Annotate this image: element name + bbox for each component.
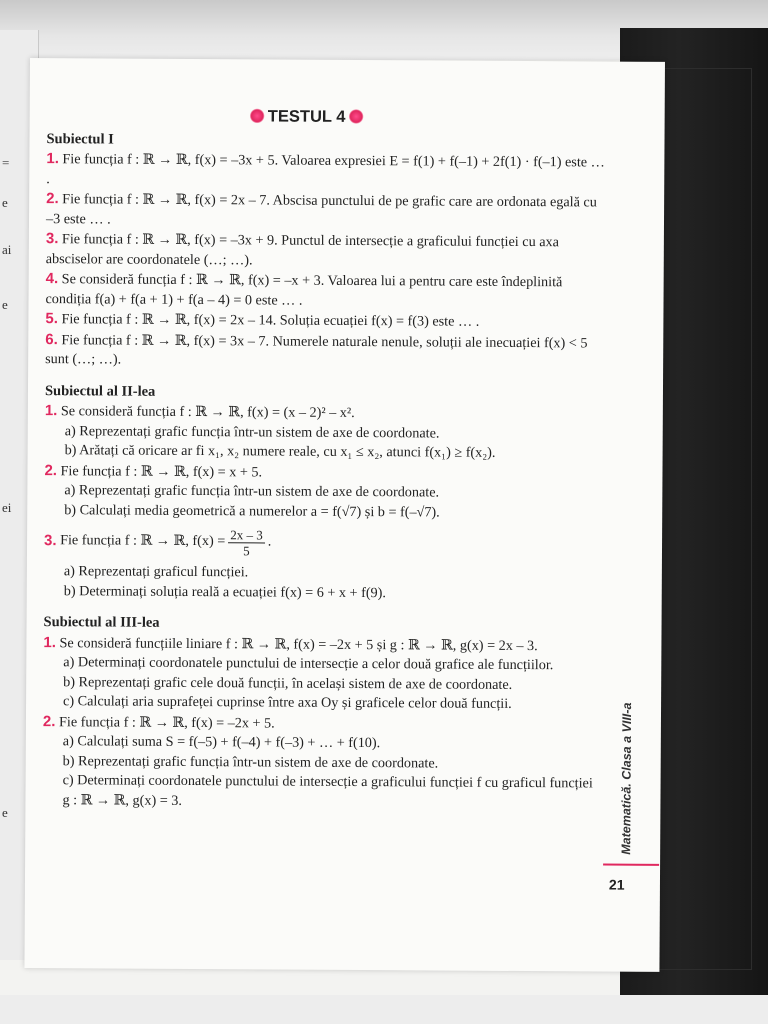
exercise-text: Fie funcția f : ℝ → ℝ, f(x) = 3x – 7. Numerele naturale nenule, soluții ale inecuației f(x) < 5 sunt (…; …). [45, 331, 588, 368]
subpoint: b) Calculați media geometrică a numerelor a = f(√7) și b = f(–√7). [64, 501, 440, 521]
exercise-text: Se consideră funcția f : ℝ → ℝ, f(x) = (x – 2)² – x². [60, 403, 355, 421]
exercise-text: Fie funcția f : ℝ → ℝ, f(x) = –2x + 5. [58, 713, 275, 732]
exercise-item [46, 189, 606, 232]
subpoint: b) Reprezentați grafic funcția într-un sistem de axe de coordonate. [62, 752, 439, 772]
exercise-number: 6. [45, 330, 58, 348]
exercise-number: 1. [46, 150, 59, 168]
section-heading: Subiectul al II-lea [44, 382, 156, 400]
page-number: 21 [608, 876, 625, 893]
edge-fragment: e [2, 805, 8, 820]
exercise-item [45, 269, 605, 312]
flower-icon [250, 108, 265, 123]
fraction [228, 527, 265, 558]
fraction-denominator: 5 [243, 542, 250, 558]
exercise-text: Fie funcția f : ℝ → ℝ, f(x) = [60, 532, 226, 550]
exercise-number: 4. [45, 270, 59, 288]
edge-fragment: = [2, 155, 10, 170]
section-heading: Subiectul I [46, 130, 114, 148]
exercise-number: 2. [42, 712, 56, 730]
exercise-item [46, 229, 606, 272]
exercise-item [45, 330, 605, 373]
exercise-item [45, 401, 605, 425]
edge-fragment: ai [2, 242, 12, 257]
exercise-text: Fie funcția f : ℝ → ℝ, f(x) = 2x – 7. Abscisa punctului de pe grafic care are ordonata egală cu –3 este … . [45, 191, 597, 227]
exercise-item [45, 309, 605, 333]
background-bottom [0, 995, 768, 1024]
exercise-number: 1. [43, 633, 56, 651]
exercise-text: Fie funcția f : ℝ → ℝ, f(x) = 2x – 14. Soluția ecuației f(x) = f(3) este … . [61, 311, 480, 330]
exercise-item [46, 149, 606, 192]
exercise-number: 1. [44, 402, 58, 420]
edge-fragment: ei [2, 500, 12, 515]
exercise-number: 2. [44, 461, 58, 479]
side-rule [603, 864, 659, 866]
subpoint: a) Reprezentați grafic funcția într-un sistem de axe de coordonate. [64, 482, 440, 501]
exercise-text: Fie funcția f : ℝ → ℝ, f(x) = x + 5. [60, 462, 263, 480]
subpoint: c) Calculați aria suprafeței cuprinse între axa Oy și graficele celor două funcții. [63, 693, 512, 712]
book-page [24, 58, 665, 972]
flower-icon [348, 109, 363, 124]
page-title: TESTUL 4 [27, 106, 587, 129]
exercise-number: 3. [43, 532, 57, 550]
section-heading: Subiectul al III-lea [43, 614, 160, 631]
subpoint: b) Reprezentați grafic cele două funcții, în același sistem de axe de coordonate. [63, 673, 513, 693]
exercise-number: 2. [46, 190, 59, 208]
exercise-text: Se consideră funcția f : ℝ → ℝ, f(x) = –x + 3. Valoarea lui a pentru care este îndeplinită condiția f(a) + f(a + 1) + f(a – 4) = 0 este … . [45, 271, 563, 309]
exercise-number: 3. [45, 230, 59, 248]
subpoint: a) Reprezentați grafic funcția într-un sistem de axe de coordonate. [64, 422, 440, 442]
subpoint: a) Reprezentați graficul funcției. [63, 563, 249, 581]
exercise-text-end: . [267, 533, 272, 550]
edge-fragment: e [2, 195, 8, 210]
subpoint: c) Determinați coordonatele punctului de intersecție a graficului funcției f cu graficul funcției g : ℝ → ℝ, g(x) = 3. [62, 772, 593, 809]
subpoint: a) Calculați suma S = f(–5) + f(–4) + f(–3) + … + f(10). [62, 733, 381, 752]
exercise-item [44, 520, 604, 565]
subpoint: a) Determinați coordonatele punctului de intersecție a celor două grafice ale funcțiilor. [63, 654, 554, 674]
exercise-text: Se consideră funcțiile liniare f : ℝ → ℝ, f(x) = –2x + 5 și g : ℝ → ℝ, g(x) = 2x – 3. [59, 634, 538, 654]
exercise-number: 5. [45, 310, 58, 328]
subpoint: b) Arătați că oricare ar fi x₁, x₂ numere reale, cu x₁ ≤ x₂, atunci f(x₁) ≥ f(x₂). [64, 442, 496, 461]
edge-fragment: e [2, 297, 8, 312]
fraction-numerator: 2x – 3 [228, 527, 265, 543]
subpoint: b) Determinați soluția reală a ecuației f(x) = 6 + x + f(9). [63, 582, 387, 601]
exercise-text: Fie funcția f : ℝ → ℝ, f(x) = –3x + 9. Punctul de intersecție a graficului funcției cu axa absciselor are coordonatele (…; …). [45, 231, 559, 268]
page-content [42, 106, 606, 813]
side-label: Matematică. Clasa a VIII-a [619, 702, 635, 855]
exercise-text: Fie funcția f : ℝ → ℝ, f(x) = –3x + 5. Valoarea expresiei E = f(1) + f(–1) + 2f(1) · f(–1) este … . [46, 151, 605, 187]
